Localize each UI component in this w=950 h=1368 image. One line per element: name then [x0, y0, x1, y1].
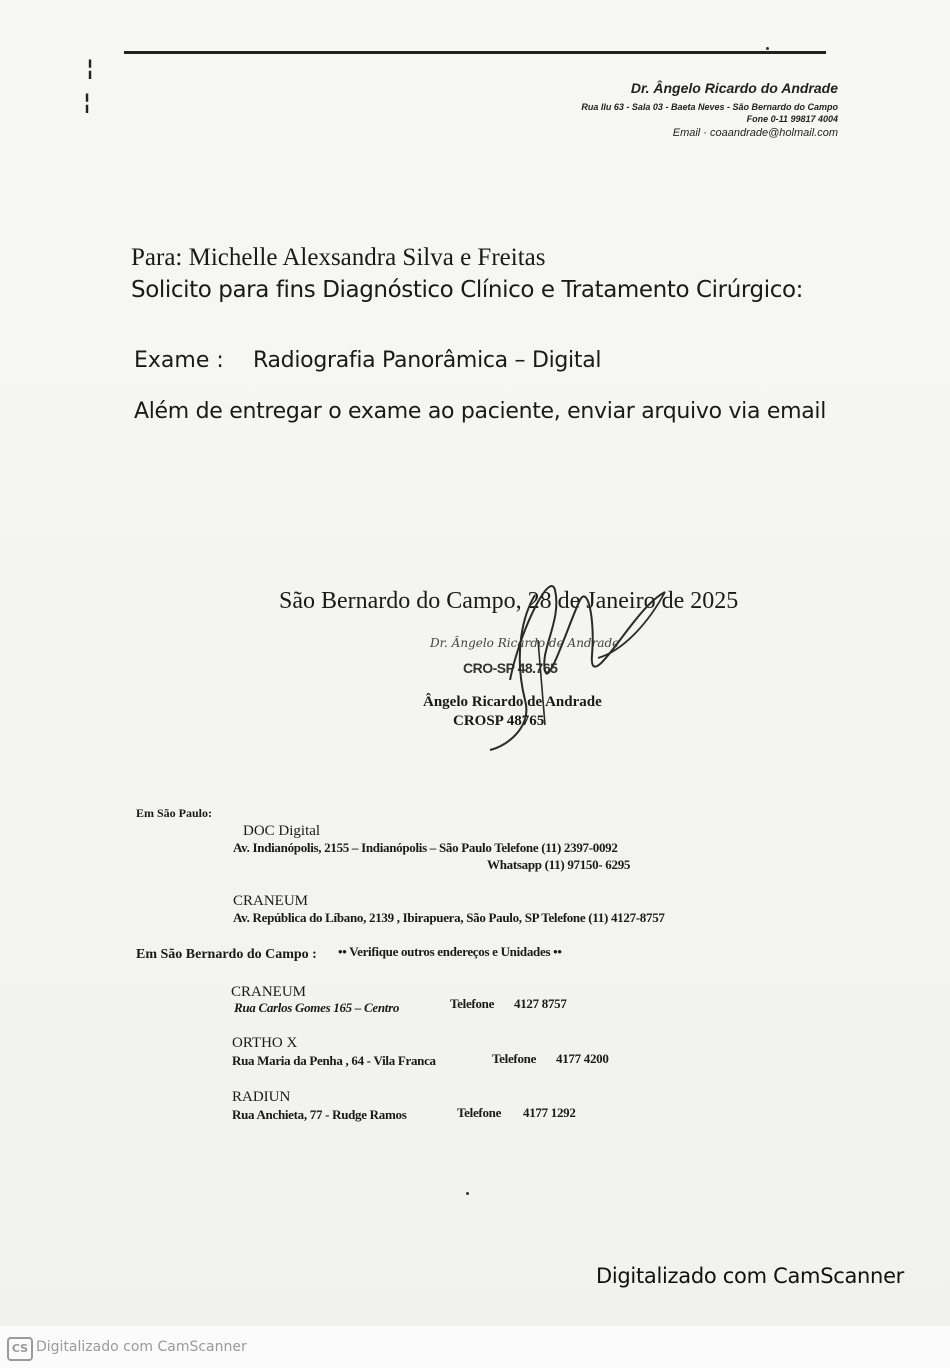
lab-phone-label: Telefone	[457, 1105, 502, 1120]
sp-heading: Em São Paulo:	[136, 806, 213, 820]
margin-mark: ¦	[83, 90, 92, 115]
lab-address: Rua Carlos Gomes 165 – Centro	[234, 1000, 400, 1015]
doctor-phone: Fone 0-11 99817 4004	[746, 114, 838, 124]
stamp-cro: CRO-SP 48.765	[463, 660, 558, 676]
lab-name: ORTHO X	[232, 1035, 298, 1051]
lab-address: Av. Indianópolis, 2155 – Indianópolis – São Paulo Telefone (11) 2397-0092	[233, 840, 618, 855]
lab-name: DOC Digital	[243, 823, 321, 839]
lab-address: Rua Maria da Penha , 64 - Vila Franca	[232, 1053, 436, 1068]
doctor-name: Dr. Ângelo Ricardo do Andrade	[630, 80, 838, 96]
camscanner-logo-icon: CS	[7, 1337, 33, 1361]
signer-crosp: CROSP 48765	[453, 713, 545, 729]
exam-value: Radiografia Panorâmica – Digital	[253, 348, 602, 373]
doctor-address: Rua Ilu 63 - Sala 03 - Baeta Neves - São Bernardo do Campo	[581, 102, 838, 112]
lab-phone: 4177 4200	[556, 1051, 609, 1066]
delivery-note: Além de entregar o exame ao paciente, enviar arquivo via email	[134, 399, 827, 424]
lab-phone-label: Telefone	[492, 1051, 537, 1066]
lab-name: CRANEUM	[231, 984, 307, 1000]
doctor-email: Email · coaandrade@holmail.com	[672, 127, 838, 139]
sbc-heading: Em São Bernardo do Campo :	[136, 947, 317, 962]
camscanner-watermark: Digitalizado com CamScanner	[596, 1264, 905, 1288]
lab-address: Rua Anchieta, 77 - Rudge Ramos	[232, 1107, 407, 1122]
camscanner-footer-text: Digitalizado com CamScanner	[36, 1339, 247, 1355]
request-line: Solicito para fins Diagnóstico Clínico e Tratamento Cirúrgico:	[131, 277, 804, 303]
place-date: São Bernardo do Campo, 28 de Janeiro de 2025	[279, 588, 739, 614]
lab-phone-label: Telefone	[450, 996, 495, 1011]
exam-label: Exame :	[134, 348, 224, 373]
stamp-scribble: Dr. Ângelo Ricardo de Andrade	[430, 636, 620, 650]
header-rule	[124, 51, 826, 54]
handwritten-signature	[420, 560, 700, 760]
lab-phone: 4177 1292	[523, 1105, 576, 1120]
sbc-note: •• Verifique outros endereços e Unidades ••	[338, 944, 562, 959]
signer-name: Ângelo Ricardo de Andrade	[423, 694, 602, 710]
speck	[466, 1192, 469, 1195]
speck	[766, 47, 769, 50]
margin-mark: ¦	[86, 56, 95, 81]
lab-whatsapp: Whatsapp (11) 97150- 6295	[487, 857, 631, 872]
patient-line: Para: Michelle Alexsandra Silva e Freitas	[131, 244, 546, 271]
lab-name: CRANEUM	[233, 893, 309, 909]
lab-name: RADIUN	[232, 1089, 291, 1105]
lab-phone: 4127 8757	[514, 996, 567, 1011]
lab-address: Av. República do Líbano, 2139 , Ibirapuera, São Paulo, SP Telefone (11) 4127-8757	[233, 910, 665, 925]
